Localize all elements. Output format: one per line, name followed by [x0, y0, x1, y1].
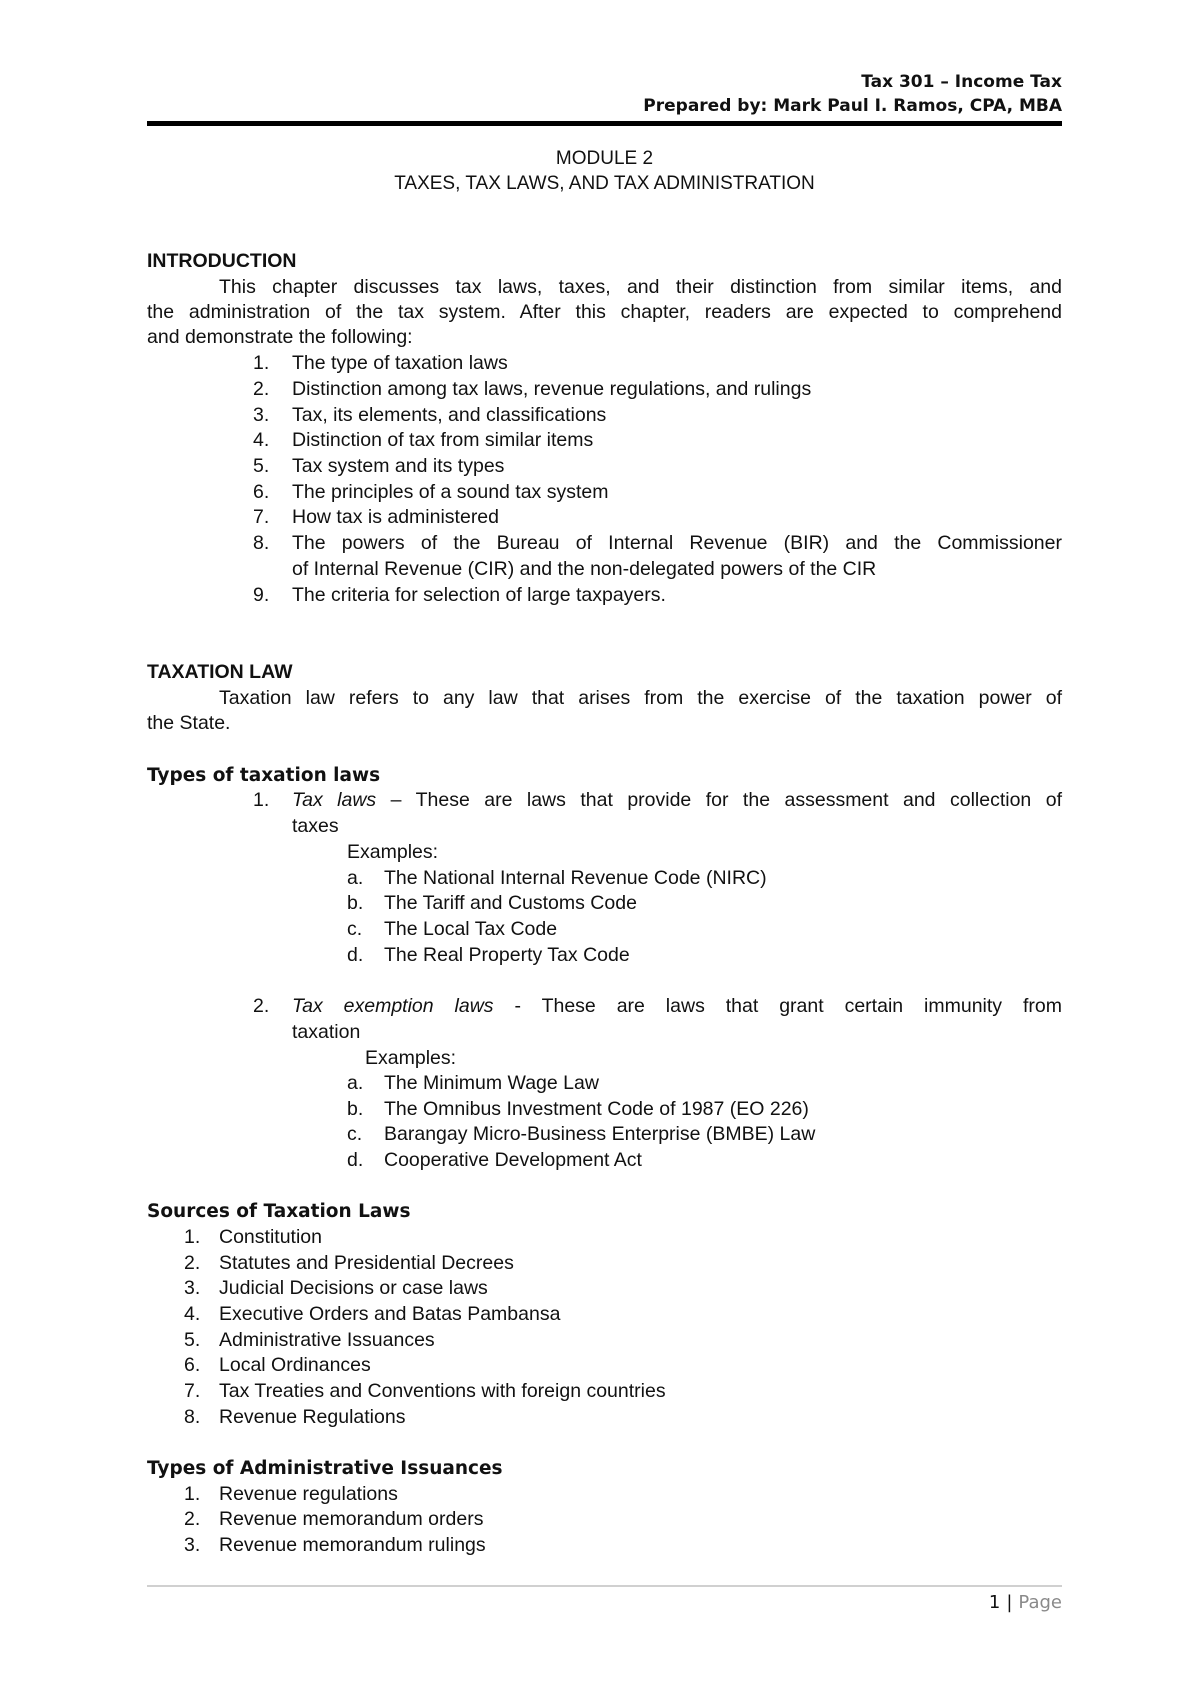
- list-number: 4.: [253, 429, 270, 451]
- list-item: Tax Treaties and Conventions with foreign countries: [219, 1380, 666, 1402]
- list-item: Revenue regulations: [219, 1483, 398, 1505]
- list-number: 5.: [184, 1329, 201, 1351]
- list-number: 1.: [184, 1226, 201, 1248]
- list-number: 8.: [253, 532, 270, 554]
- module-title: MODULE 2: [555, 148, 654, 169]
- taxation-law-paragraph-line: the State.: [147, 712, 231, 734]
- intro-paragraph-line: This chapter discusses tax laws, taxes, and their distinction from similar items, and: [219, 276, 1062, 298]
- sources-heading: Sources of Taxation Laws: [147, 1201, 411, 1222]
- example-item: Cooperative Development Act: [384, 1149, 642, 1171]
- list-item: Constitution: [219, 1226, 322, 1248]
- example-item: The Local Tax Code: [384, 918, 558, 940]
- list-item: Executive Orders and Batas Pambansa: [219, 1303, 561, 1325]
- list-letter: c.: [347, 918, 363, 940]
- footer-rule: [147, 1585, 1062, 1587]
- list-letter: d.: [347, 944, 364, 966]
- list-number: 9.: [253, 584, 270, 606]
- list-item: Distinction among tax laws, revenue regulations, and rulings: [292, 378, 812, 400]
- tax-exemption-laws-description: - These are laws that grant certain immunity from: [493, 995, 1062, 1017]
- list-item: Local Ordinances: [219, 1354, 371, 1376]
- list-letter: b.: [347, 892, 364, 914]
- footer-separator: |: [1006, 1592, 1013, 1613]
- types-of-taxation-laws-heading: Types of taxation laws: [147, 765, 381, 786]
- example-item: The National Internal Revenue Code (NIRC): [384, 867, 767, 889]
- intro-paragraph-line: and demonstrate the following:: [147, 326, 413, 348]
- page-number: 1: [988, 1592, 1001, 1613]
- example-item: Barangay Micro-Business Enterprise (BMBE) Law: [384, 1123, 816, 1145]
- list-letter: d.: [347, 1149, 364, 1171]
- taxation-law-paragraph-line: Taxation law refers to any law that arises from the exercise of the taxation power of: [219, 687, 1062, 709]
- intro-heading: INTRODUCTION: [147, 250, 297, 272]
- examples-label: Examples:: [365, 1047, 457, 1069]
- tax-exemption-laws-term: Tax exemption laws: [292, 995, 494, 1017]
- list-item: The principles of a sound tax system: [292, 481, 609, 503]
- example-item: The Omnibus Investment Code of 1987 (EO 226): [384, 1098, 809, 1120]
- list-number: 2.: [253, 378, 270, 400]
- list-number: 2.: [184, 1508, 201, 1530]
- list-item: How tax is administered: [292, 506, 499, 528]
- list-number: 5.: [253, 455, 270, 477]
- list-letter: b.: [347, 1098, 364, 1120]
- list-letter: a.: [347, 1072, 364, 1094]
- list-number: 4.: [184, 1303, 201, 1325]
- module-subtitle: TAXES, TAX LAWS, AND TAX ADMINISTRATION: [394, 173, 815, 194]
- list-number: 8.: [184, 1406, 201, 1428]
- page-label: Page: [1018, 1592, 1062, 1613]
- list-letter: a.: [347, 867, 364, 889]
- list-number: 2.: [253, 995, 270, 1017]
- list-number: 3.: [253, 404, 270, 426]
- list-number: 3.: [184, 1534, 201, 1556]
- tax-laws-description: – These are laws that provide for the assessment and collection of: [376, 789, 1062, 811]
- header-rule: [147, 121, 1062, 126]
- list-item: The powers of the Bureau of Internal Revenue (BIR) and the Commissioner: [292, 532, 1062, 554]
- admin-issuances-heading: Types of Administrative Issuances: [147, 1458, 503, 1479]
- list-item: [292, 994, 1062, 1019]
- header-course: Tax 301 – Income Tax: [861, 72, 1062, 92]
- list-item: Distinction of tax from similar items: [292, 429, 594, 451]
- list-item: Administrative Issuances: [219, 1329, 435, 1351]
- list-item: The criteria for selection of large taxpayers.: [292, 584, 666, 606]
- list-item: Statutes and Presidential Decrees: [219, 1252, 514, 1274]
- list-item: Revenue memorandum orders: [219, 1508, 484, 1530]
- header-prepared-by: Prepared by: Mark Paul I. Ramos, CPA, MBA: [643, 96, 1062, 116]
- list-item: [292, 788, 1062, 813]
- examples-label: Examples:: [347, 841, 439, 863]
- list-number: 7.: [253, 506, 270, 528]
- list-item-continuation: of Internal Revenue (CIR) and the non-delegated powers of the CIR: [292, 558, 877, 580]
- list-item: The type of taxation laws: [292, 352, 508, 374]
- list-item-continuation: taxes: [292, 815, 339, 837]
- list-item: Tax, its elements, and classifications: [292, 404, 607, 426]
- taxation-law-heading: TAXATION LAW: [147, 661, 293, 683]
- example-item: The Tariff and Customs Code: [384, 892, 637, 914]
- list-item: Tax system and its types: [292, 455, 505, 477]
- list-item: Revenue Regulations: [219, 1406, 406, 1428]
- list-number: 3.: [184, 1277, 201, 1299]
- list-number: 6.: [184, 1354, 201, 1376]
- list-number: 7.: [184, 1380, 201, 1402]
- list-item-continuation: taxation: [292, 1021, 361, 1043]
- list-number: 1.: [184, 1483, 201, 1505]
- list-item: Judicial Decisions or case laws: [219, 1277, 488, 1299]
- list-number: 1.: [253, 352, 270, 374]
- page-footer: [989, 1592, 1062, 1613]
- list-item: Revenue memorandum rulings: [219, 1534, 486, 1556]
- example-item: The Real Property Tax Code: [384, 944, 630, 966]
- tax-laws-term: Tax laws: [292, 789, 377, 811]
- list-number: 6.: [253, 481, 270, 503]
- list-number: 2.: [184, 1252, 201, 1274]
- example-item: The Minimum Wage Law: [384, 1072, 599, 1094]
- intro-paragraph-line: the administration of the tax system. After this chapter, readers are expected to comprehend: [147, 301, 1062, 323]
- list-letter: c.: [347, 1123, 363, 1145]
- list-number: 1.: [253, 789, 270, 811]
